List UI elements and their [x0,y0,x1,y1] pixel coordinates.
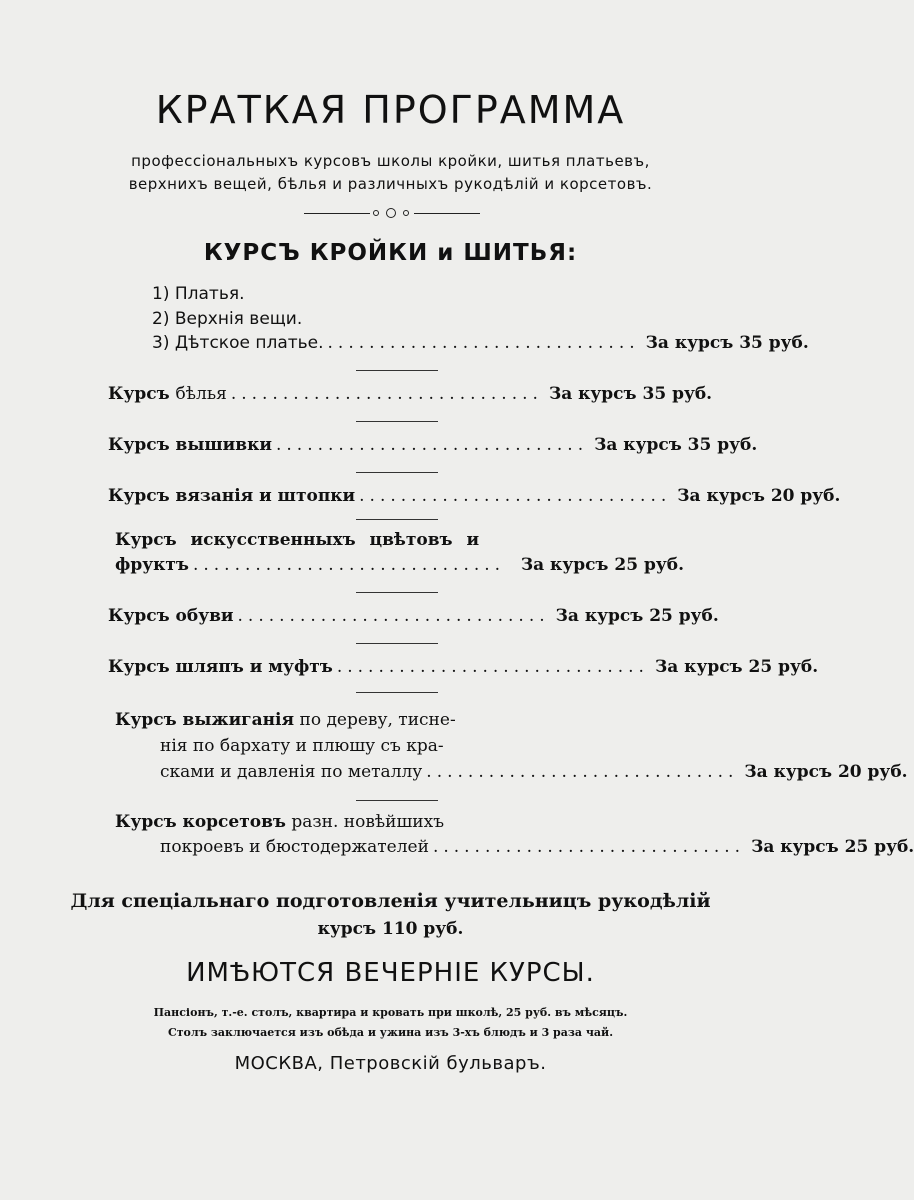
course-name: бѣлья [175,384,227,404]
course-label: Курсъ обуви [108,606,234,626]
course-row [108,435,758,455]
course-row [108,606,719,626]
dot-leader: .............................. [230,384,543,404]
course-label: Курсъ [108,384,170,404]
price: За курсъ 25 руб. [555,606,719,626]
course-row [108,486,841,506]
course-row [108,384,713,404]
separator [356,519,438,520]
sewing-item-3: 3) Дѣтское платье. [152,333,324,353]
price: За курсъ 25 руб. [654,657,819,677]
separator [356,421,438,422]
dot-leader: .............................. [192,555,506,575]
course-label: Курсъ вышивки [108,435,272,455]
special-course-line-1: Для спеціальнаго подготовленія учительницъ рукодѣлій [70,890,711,912]
address: МОСКВА, Петровскій бульваръ. [234,1053,547,1074]
course-row [115,555,684,575]
price: За курсъ 25 руб. [520,555,684,575]
dot-leader: .............................. [426,762,739,782]
subtitle-line-2: верхнихъ вещей, бѣлья и различныхъ рукодѣлій и корсетовъ. [128,175,653,193]
course-line: Курсъ искусственныхъ цвѣтовъ и [115,530,480,550]
course-row [160,837,914,857]
price: За курсъ 35 руб. [594,435,758,455]
special-course-line-2: курсъ 110 руб. [317,919,464,939]
evening-courses-heading: ИМѢЮТСЯ ВЕЧЕРНІЕ КУРСЫ. [186,958,595,988]
separator [356,472,438,473]
course-line: нія по бархату и плюшу съ кра- [160,736,444,756]
course-label: Курсъ вязанія и штопки [108,486,356,506]
course-line: покроевъ и бюстодержателей [160,837,429,857]
price: За курсъ 35 руб. [548,384,713,404]
dot-leader: .............................. [359,486,672,506]
section-title: КУРСЪ КРОЙКИ и ШИТЬЯ: [203,240,578,266]
separator [356,643,438,644]
price: За курсъ 25 руб. [751,837,914,857]
dot-leader: .............................. [336,657,649,677]
ornament-divider [0,206,781,220]
separator [356,592,438,593]
board-line-1: Пансіонъ, т.-е. столъ, квартира и кровать при школѣ, 25 руб. въ мѣсяцъ. [153,1006,628,1019]
course-line: сками и давленія по металлу [160,762,423,782]
page-title: КРАТКАЯ ПРОГРАММА [155,88,626,132]
price: За курсъ 20 руб. [677,486,841,506]
separator [356,692,438,693]
sewing-item-1: 1) Платья. [152,284,245,304]
board-line-2: Столъ заключается изъ обѣда и ужина изъ 3-хъ блюдъ и 3 раза чай. [167,1026,614,1039]
price: За курсъ 35 руб. [645,333,809,353]
dot-leader: .............................. [432,837,746,857]
course-row [108,657,819,677]
dot-leader: .............................. [275,435,589,455]
dot-leader: .............................. [327,333,640,353]
course-line: Курсъ корсетовъ разн. новѣйшихъ [115,812,445,832]
sewing-item-2: 2) Верхнія вещи. [152,309,303,329]
separator [356,370,438,371]
course-line: Курсъ выжиганія по дереву, тисне- [115,710,456,730]
course-label: Курсъ шляпъ и муфтъ [108,657,333,677]
sewing-item-3-row [152,333,809,353]
dot-leader: .............................. [237,606,550,626]
subtitle-line-1: профессіональныхъ курсовъ школы кройки, шитья платьевъ, [131,152,650,170]
course-row [160,762,908,782]
course-label: фруктъ [115,555,189,575]
separator [356,800,438,801]
price: За курсъ 20 руб. [744,762,908,782]
